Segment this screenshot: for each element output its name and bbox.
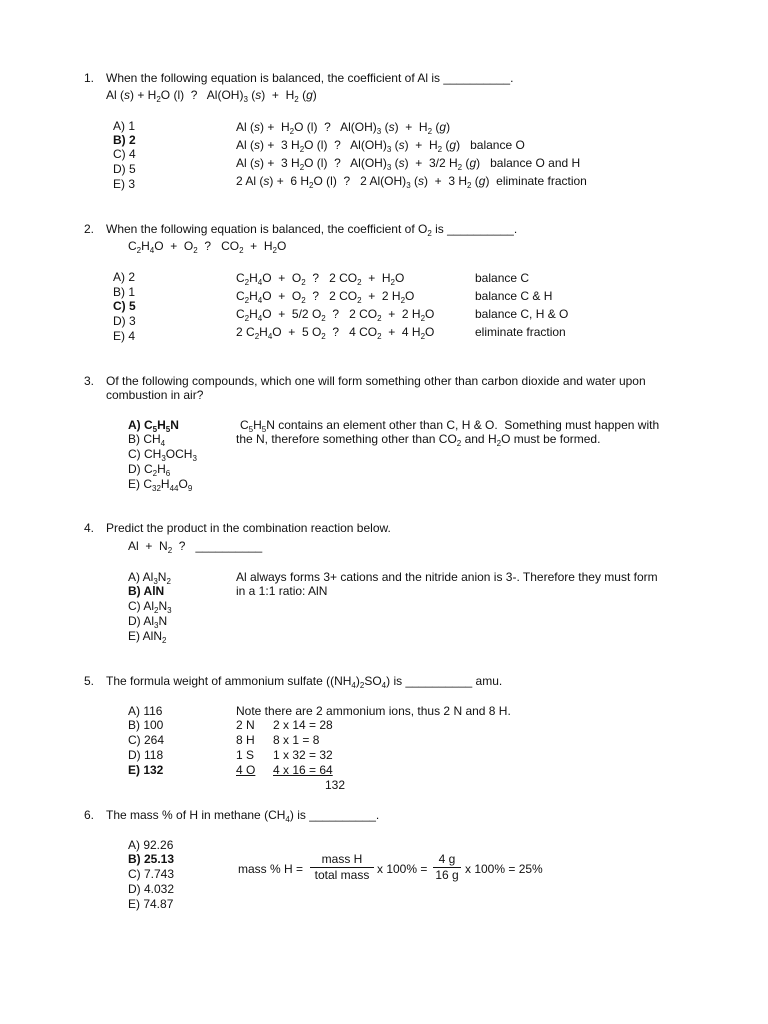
fraction-mass bbox=[310, 853, 374, 882]
choice-a-correct: A) $C_5H_5N$ bbox=[128, 418, 179, 434]
choice-a: A) $Al_3N_2$ bbox=[128, 570, 171, 586]
fraction-numerator: mass H bbox=[321, 852, 363, 866]
note: Note there are 2 ammonium ions, thus 2 N and 8 H. bbox=[236, 704, 511, 718]
question-number: 5. bbox=[84, 674, 95, 688]
choice-b: B) $CH_4$ bbox=[128, 432, 166, 448]
choice-c: C) $Al_2N_3$ bbox=[128, 599, 172, 615]
explanation: $C_5H_5N$ contains an element other than C, H & O. Something must happen with bbox=[240, 418, 660, 434]
explanation-continued: in a 1:1 ratio: AlN bbox=[236, 584, 328, 598]
choice-e: E) 74.87 bbox=[128, 897, 174, 911]
calc-total: 132 bbox=[325, 778, 346, 792]
question-number: 1. bbox=[84, 71, 95, 85]
choice-a: A) 2 bbox=[113, 270, 136, 284]
choice-c-correct: C) 5 bbox=[113, 299, 136, 313]
question-number: 2. bbox=[84, 222, 95, 236]
choice-a: A) 92.26 bbox=[128, 838, 174, 852]
choice-d: D) 5 bbox=[113, 162, 136, 176]
choice-d: D) 3 bbox=[113, 314, 136, 328]
calc-atom: 8 H bbox=[236, 733, 255, 747]
choice-b-correct: B) 25.13 bbox=[128, 852, 175, 866]
calc-atom: 4 O bbox=[236, 763, 256, 777]
work-line: $C_2H_4O + O_2$ ? 2 $CO_2 + H_2O$ bbox=[236, 271, 405, 287]
question-stem: Of the following compounds, which one will form something other than carbon dioxide and water upon bbox=[106, 374, 646, 388]
question-number: 6. bbox=[84, 808, 95, 822]
choice-d: D) $C_2H_6$ bbox=[128, 462, 171, 478]
calc-value: 8 x 1 = 8 bbox=[273, 733, 320, 747]
equation: Al $(s) + H_2O$ (l) ? $Al(OH)_3$ $(s) + H_2$ (g) bbox=[106, 88, 317, 104]
formula-mid: x 100% = bbox=[377, 862, 428, 876]
explanation-continued: the N, therefore something other than $CO_2$ and $H_2O$ must be formed. bbox=[236, 432, 601, 448]
choice-c: C) 264 bbox=[128, 733, 165, 747]
choice-b: B) 100 bbox=[128, 718, 164, 732]
question-stem: The mass % of H in methane $(CH_4)$ is __________. bbox=[106, 808, 380, 824]
fraction-denominator: total mass bbox=[314, 868, 370, 882]
choice-e: E) $C_{32}H_{44}O_9$ bbox=[128, 477, 193, 493]
equation: $C_2H_4O + O_2$ ? $CO_2 + H_2O$ bbox=[128, 239, 287, 255]
question-stem: Predict the product in the combination reaction below. bbox=[106, 521, 391, 535]
formula-lhs: mass % H = bbox=[238, 862, 304, 876]
choice-d: D) 118 bbox=[128, 748, 164, 762]
calc-value: 1 x 32 = 32 bbox=[273, 748, 333, 762]
work-line: Al (s) + 3 $H_2O$ (l) ? $Al(OH)_3$ $(s) + H_2$ (g) balance O bbox=[236, 138, 525, 154]
formula-result: x 100% = 25% bbox=[465, 862, 543, 876]
choice-a: A) 1 bbox=[113, 119, 136, 133]
choice-a: A) 116 bbox=[128, 704, 163, 718]
fraction-numerator: 4 g bbox=[438, 852, 456, 866]
fraction-values bbox=[433, 853, 461, 882]
work-line: Al (s) + 3 $H_2O$ (l) ? $Al(OH)_3$ (s) + 3/2 $H_2$ (g) balance O and H bbox=[236, 156, 581, 172]
work-line: 2 $C_2H_4O + 5$ $O_2$ ? 4 $CO_2 + 4$ $H_2O$ bbox=[236, 325, 435, 341]
choice-e-correct: E) 132 bbox=[128, 763, 164, 777]
fraction-denominator: 16 g bbox=[435, 868, 459, 882]
choice-e: E) AlN$_2$ bbox=[128, 629, 167, 645]
work-note: eliminate fraction bbox=[475, 325, 566, 339]
equation: $Al + N_2$ ? __________ bbox=[128, 539, 263, 555]
choice-b: B) 1 bbox=[113, 285, 136, 299]
calc-value: 2 x 14 = 28 bbox=[273, 718, 333, 732]
work-note: balance C bbox=[475, 271, 530, 285]
work-line: $C_2H_4O + O_2$ ? 2 $CO_2 + 2$ $H_2O$ bbox=[236, 289, 415, 305]
choice-c: C) 7.743 bbox=[128, 867, 175, 881]
question-number: 4. bbox=[84, 521, 95, 535]
choice-e: E) 4 bbox=[113, 329, 136, 343]
question-stem: When the following equation is balanced, the coefficient of Al is __________. bbox=[106, 71, 514, 85]
question-stem: The formula weight of ammonium sulfate $((NH_4)_2SO_4)$ is __________ amu. bbox=[106, 674, 503, 690]
explanation: Al always forms 3+ cations and the nitride anion is 3-. Therefore they must form bbox=[236, 570, 658, 584]
question-stem-continued: combustion in air? bbox=[106, 388, 204, 402]
choice-e: E) 3 bbox=[113, 177, 136, 191]
calc-atom: 2 N bbox=[236, 718, 255, 732]
work-line: Al $(s) + H_2O$ (l) ? $Al(OH)_3$ $(s) + H_2$ (g) bbox=[236, 120, 451, 136]
choice-b-correct: B) 2 bbox=[113, 133, 136, 147]
work-note: balance C & H bbox=[475, 289, 553, 303]
work-line: 2 Al (s) + 6 $H_2O$ (l) ? 2 $Al(OH)_3$ (s) + 3 $H_2$ (g) eliminate fraction bbox=[236, 174, 587, 190]
choice-d: D) 4.032 bbox=[128, 882, 175, 896]
question-number: 3. bbox=[84, 374, 95, 388]
choice-b-correct: B) AlN bbox=[128, 584, 165, 598]
question-stem: When the following equation is balanced, the coefficient of $O_2$ is __________. bbox=[106, 222, 518, 238]
choice-c: C) $CH_3OCH_3$ bbox=[128, 447, 197, 463]
work-note: balance C, H & O bbox=[475, 307, 569, 321]
choice-c: C) 4 bbox=[113, 147, 136, 161]
calc-atom: 1 S bbox=[236, 748, 255, 762]
calc-value: 4 x 16 = 64 bbox=[273, 763, 333, 777]
work-line: $C_2H_4O + 5/2$ $O_2$ ? 2 $CO_2 + 2$ $H_2O$ bbox=[236, 307, 435, 323]
choice-d: D) $Al_3N$ bbox=[128, 614, 168, 630]
